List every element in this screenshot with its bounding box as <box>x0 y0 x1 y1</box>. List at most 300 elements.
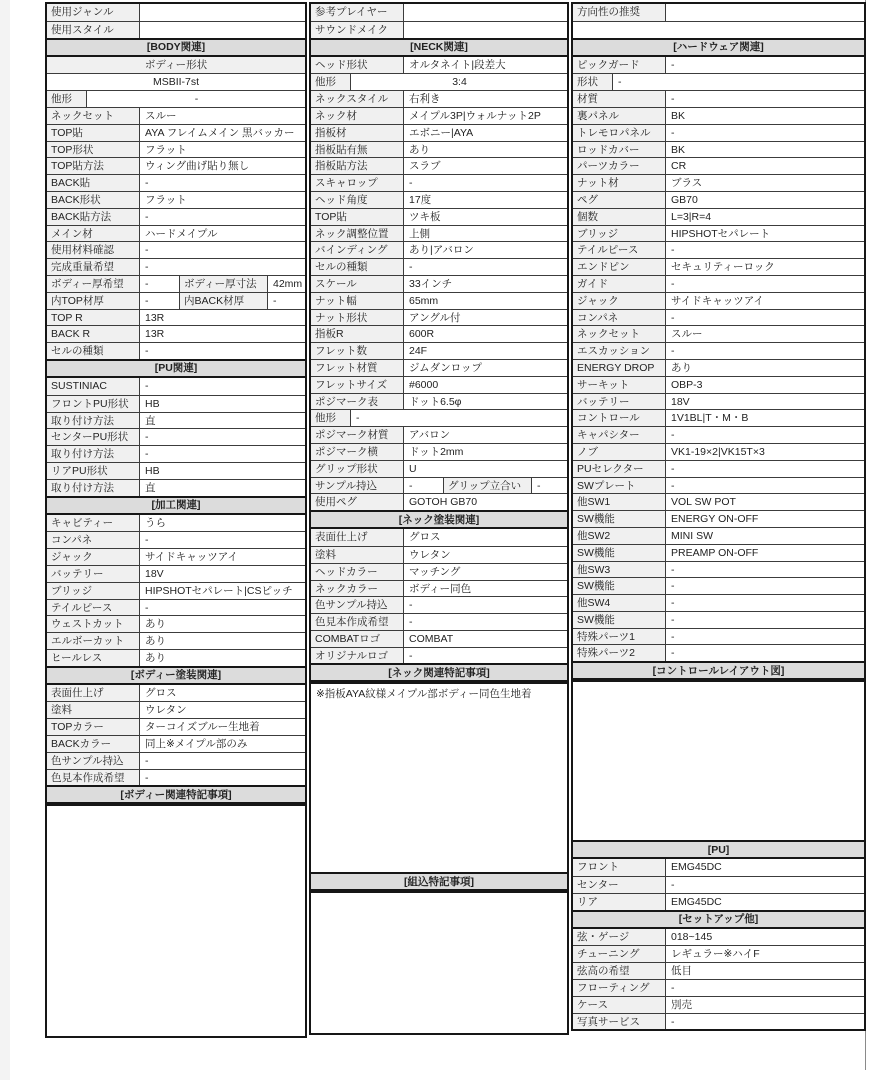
spec-label: ガイド <box>573 276 666 292</box>
spec-value: ツキ板 <box>404 209 567 225</box>
spec-value: - <box>613 74 864 90</box>
spec-label: BACK貼 <box>47 175 140 191</box>
spec-value <box>140 22 305 38</box>
spec-value: 13R <box>140 310 305 326</box>
spec-label: センター <box>573 877 666 893</box>
spec-label: トレモロパネル <box>573 125 666 141</box>
spec-row <box>311 546 567 563</box>
spec-value: 42mm <box>268 276 305 292</box>
spec-label: 方向性の推奨 <box>573 4 666 21</box>
spec-label: TOP貼 <box>311 209 404 225</box>
spec-row <box>573 174 864 191</box>
section-header: [ボディー塗装関連] <box>47 666 305 685</box>
spec-label: 写真サービス <box>573 1014 666 1030</box>
spec-label: ピックガード <box>573 57 666 74</box>
spec-label: COMBATロゴ <box>311 631 404 647</box>
spec-row <box>573 1013 864 1030</box>
spec-label: BACK R <box>47 326 140 342</box>
spec-row <box>573 208 864 225</box>
spec-value: ENERGY ON-OFF <box>666 511 864 527</box>
spec-row <box>311 493 567 510</box>
spec-value: アングル付 <box>404 310 567 326</box>
spec-label: 他SW1 <box>573 494 666 510</box>
spec-row-subfield <box>47 90 305 107</box>
spec-label: フレット材質 <box>311 360 404 376</box>
spec-row <box>311 393 567 410</box>
spec-row <box>47 325 305 342</box>
spec-value: - <box>666 57 864 74</box>
spec-value: あり|アバロン <box>404 242 567 258</box>
spec-label: 個数 <box>573 209 666 225</box>
spec-value: 65mm <box>404 293 567 309</box>
spec-row <box>47 21 305 38</box>
spec-value: COMBAT <box>404 631 567 647</box>
spec-label: 他形 <box>311 410 351 426</box>
spec-value: あり <box>404 142 567 158</box>
spec-row <box>47 615 305 632</box>
spec-label: ボディー厚寸法 <box>180 276 268 292</box>
spec-row <box>573 996 864 1013</box>
spec-row <box>47 685 305 702</box>
spec-value: - <box>666 427 864 443</box>
spec-label: ブリッジ <box>47 583 140 599</box>
spec-row <box>311 141 567 158</box>
spec-row <box>311 208 567 225</box>
section-header: [PU関連] <box>47 359 305 378</box>
spec-row <box>573 107 864 124</box>
spec-label: SW機能 <box>573 511 666 527</box>
spec-label: スケール <box>311 276 404 292</box>
spec-value: - <box>140 293 180 309</box>
spec-label: エルボーカット <box>47 633 140 649</box>
spec-label: SW機能 <box>573 612 666 628</box>
spec-row <box>573 893 864 910</box>
spec-label: テイルピース <box>573 242 666 258</box>
section-header: [ハードウェア関連] <box>573 38 864 57</box>
spec-value: - <box>140 259 305 275</box>
spec-label: キャパシター <box>573 427 666 443</box>
spec-row <box>573 945 864 962</box>
spec-value: - <box>666 276 864 292</box>
spec-value: ウレタン <box>140 702 305 718</box>
spec-label: セルの種類 <box>311 259 404 275</box>
section-header: [ネック塗装関連] <box>311 510 567 529</box>
spec-row <box>573 325 864 342</box>
spec-row <box>47 462 305 479</box>
spec-label: TOP形状 <box>47 142 140 158</box>
spec-value: - <box>140 600 305 616</box>
spec-row <box>573 342 864 359</box>
spec-label: リアPU形状 <box>47 463 140 479</box>
spec-row <box>573 628 864 645</box>
spec-label: ジャック <box>47 549 140 565</box>
spec-value: 1V1BL|T・M・B <box>666 410 864 426</box>
spec-row <box>311 647 567 664</box>
spec-row <box>47 548 305 565</box>
spec-row <box>311 630 567 647</box>
spec-label: 特殊パーツ1 <box>573 629 666 645</box>
spec-label: ヘッドカラー <box>311 564 404 580</box>
spec-value: 直 <box>140 413 305 429</box>
spec-value: 別売 <box>666 997 864 1013</box>
empty-row <box>573 21 864 38</box>
spec-row <box>573 929 864 946</box>
spec-label: ネックセット <box>47 108 140 124</box>
spec-value: - <box>268 293 305 309</box>
spec-fullwidth-text: MSBII-7st <box>152 76 200 89</box>
spec-row <box>47 735 305 752</box>
spec-row <box>47 309 305 326</box>
spec-label: 他形 <box>311 74 351 90</box>
spec-value: 600R <box>404 326 567 342</box>
spec-row <box>311 191 567 208</box>
spec-label: スキャロップ <box>311 175 404 191</box>
spec-label: ケース <box>573 997 666 1013</box>
spec-row <box>47 378 305 395</box>
spec-row <box>573 544 864 561</box>
spec-row <box>47 241 305 258</box>
hardware-column <box>571 2 866 1031</box>
spec-value: レギュラー※ハイF <box>666 946 864 962</box>
spec-row <box>311 225 567 242</box>
spec-row <box>573 561 864 578</box>
spec-label: ヘッド形状 <box>311 57 404 74</box>
spec-label: 使用スタイル <box>47 22 140 38</box>
spec-value: サイドキャッツアイ <box>666 293 864 309</box>
spec-row <box>573 393 864 410</box>
spec-row <box>47 4 305 21</box>
spec-row <box>311 157 567 174</box>
spec-value: - <box>666 562 864 578</box>
spec-value: あり <box>140 633 305 649</box>
spec-row <box>47 515 305 532</box>
spec-label: 色サンプル持込 <box>47 753 140 769</box>
spec-value: あり <box>140 616 305 632</box>
spec-row <box>573 292 864 309</box>
spec-row <box>573 426 864 443</box>
spec-value: - <box>140 753 305 769</box>
spec-row <box>311 376 567 393</box>
spec-label: グリップ形状 <box>311 461 404 477</box>
spec-value: HIPSHOTセパレート <box>666 226 864 242</box>
spec-row <box>573 359 864 376</box>
spec-row <box>573 527 864 544</box>
spec-row <box>573 225 864 242</box>
spec-row <box>311 275 567 292</box>
spec-row <box>311 529 567 546</box>
spec-row <box>311 292 567 309</box>
spec-label: ノブ <box>573 444 666 460</box>
spec-value: 018~145 <box>666 929 864 946</box>
spec-label: 他SW2 <box>573 528 666 544</box>
spec-row <box>47 174 305 191</box>
spec-value: AYA フレイムメイン 黒バッカー <box>140 125 305 141</box>
spec-row <box>311 309 567 326</box>
spec-value: ドット2mm <box>404 444 567 460</box>
spec-value: 上側 <box>404 226 567 242</box>
spec-label: 塗料 <box>311 547 404 563</box>
spec-value: ジムダンロップ <box>404 360 567 376</box>
spec-label: ネックスタイル <box>311 91 404 107</box>
spec-row <box>573 644 864 661</box>
spec-label: オリジナルロゴ <box>311 648 404 664</box>
spec-row <box>47 531 305 548</box>
spec-row <box>47 342 305 359</box>
spec-value: 33インチ <box>404 276 567 292</box>
spec-row <box>573 275 864 292</box>
spec-row <box>47 191 305 208</box>
spec-row <box>47 395 305 412</box>
spec-label: 弦・ゲージ <box>573 929 666 946</box>
spec-label: 色見本作成希望 <box>311 614 404 630</box>
spec-row <box>573 577 864 594</box>
spec-label: SW機能 <box>573 578 666 594</box>
spec-row <box>47 225 305 242</box>
spec-value: - <box>666 242 864 258</box>
spec-value: BK <box>666 108 864 124</box>
spec-label: 使用材料確認 <box>47 242 140 258</box>
spec-label: 塗料 <box>47 702 140 718</box>
spec-label: エンドピン <box>573 259 666 275</box>
spec-row <box>311 596 567 613</box>
spec-value: - <box>140 446 305 462</box>
spec-value: - <box>666 1014 864 1030</box>
spec-row <box>573 258 864 275</box>
spec-label: フロントPU形状 <box>47 396 140 412</box>
spec-label: テイルピース <box>47 600 140 616</box>
spec-row <box>47 582 305 599</box>
spec-label: ポジマーク材質 <box>311 427 404 443</box>
spec-value: グロス <box>404 529 567 546</box>
spec-label: BACK形状 <box>47 192 140 208</box>
spec-value: 24F <box>404 343 567 359</box>
spec-value: 同上※メイプル部のみ <box>140 736 305 752</box>
spec-row <box>573 124 864 141</box>
spec-value: 18V <box>140 566 305 582</box>
spec-value: GB70 <box>666 192 864 208</box>
spec-value: マッチング <box>404 564 567 580</box>
spec-label: 完成重量希望 <box>47 259 140 275</box>
spec-row <box>311 107 567 124</box>
spec-row <box>311 124 567 141</box>
spec-value: ウレタン <box>404 547 567 563</box>
spec-row <box>311 359 567 376</box>
spec-value: ハードメイプル <box>140 226 305 242</box>
notes-box: ※指板AYA紋様メイプル部ボディー同色生地着 <box>311 682 567 872</box>
section-header: [BODY関連] <box>47 38 305 57</box>
spec-value: 低目 <box>666 963 864 979</box>
spec-row <box>47 124 305 141</box>
spec-row-double <box>47 292 305 309</box>
spec-row <box>573 376 864 393</box>
spec-value: 右利き <box>404 91 567 107</box>
spec-value: - <box>87 91 305 107</box>
spec-value: #6000 <box>404 377 567 393</box>
spec-value: グロス <box>140 685 305 702</box>
spec-label: ネック材 <box>311 108 404 124</box>
section-header: [ネック関連特記事項] <box>311 663 567 682</box>
spec-row <box>573 460 864 477</box>
spec-row <box>573 57 864 74</box>
spec-row <box>47 157 305 174</box>
spec-label: 他SW3 <box>573 562 666 578</box>
spec-value: フラット <box>140 142 305 158</box>
spec-row <box>47 599 305 616</box>
spec-value: BK <box>666 142 864 158</box>
spec-row <box>47 141 305 158</box>
spec-label: ウェストカット <box>47 616 140 632</box>
spec-label: 指板貼有無 <box>311 142 404 158</box>
spec-row <box>47 718 305 735</box>
spec-label: バインディング <box>311 242 404 258</box>
spec-value: 3:4 <box>351 74 567 90</box>
section-header: [コントロールレイアウト図] <box>573 661 864 680</box>
spec-value: - <box>666 980 864 996</box>
spec-label: 形状 <box>573 74 613 90</box>
spec-value: - <box>532 478 567 494</box>
spec-value: - <box>404 597 567 613</box>
spec-value: - <box>666 125 864 141</box>
spec-label: TOPカラー <box>47 719 140 735</box>
spec-value <box>404 22 567 38</box>
spec-row <box>311 90 567 107</box>
spec-row <box>573 493 864 510</box>
spec-value: L=3|R=4 <box>666 209 864 225</box>
spec-row <box>311 241 567 258</box>
spec-value: - <box>666 645 864 661</box>
spec-value: - <box>140 770 305 786</box>
spec-row-subfield <box>311 73 567 90</box>
spec-row <box>573 859 864 876</box>
spec-value: ボディー同色 <box>404 581 567 597</box>
spec-value: オルタネイト|段差大 <box>404 57 567 74</box>
spec-row <box>47 258 305 275</box>
spec-fullwidth-row <box>47 57 305 74</box>
spec-row <box>573 443 864 460</box>
spec-row-double <box>311 477 567 494</box>
spec-label: 取り付け方法 <box>47 446 140 462</box>
spec-label: コンパネ <box>47 532 140 548</box>
spec-label: エスカッション <box>573 343 666 359</box>
spec-row-double <box>47 275 305 292</box>
spec-value: セキュリティーロック <box>666 259 864 275</box>
spec-value: 直 <box>140 480 305 496</box>
spec-label: 参考プレイヤー <box>311 4 404 21</box>
spec-label: SW機能 <box>573 545 666 561</box>
page-left-edge-shade <box>0 0 10 1080</box>
spec-value <box>140 4 305 21</box>
spec-value: あり <box>140 650 305 666</box>
spec-row <box>573 876 864 893</box>
spec-label: ネックセット <box>573 326 666 342</box>
spec-row <box>311 580 567 597</box>
spec-value: スラブ <box>404 158 567 174</box>
spec-label: 他SW4 <box>573 595 666 611</box>
spec-row <box>47 107 305 124</box>
spec-label: 使用ジャンル <box>47 4 140 21</box>
spec-row <box>573 409 864 426</box>
spec-row <box>47 479 305 496</box>
spec-value: - <box>404 259 567 275</box>
spec-label: 特殊パーツ2 <box>573 645 666 661</box>
spec-row <box>573 594 864 611</box>
spec-value: HIPSHOTセパレート|CSピッチ <box>140 583 305 599</box>
spec-label: バッテリー <box>47 566 140 582</box>
spec-row <box>47 428 305 445</box>
spec-value: CR <box>666 158 864 174</box>
spec-value: - <box>140 209 305 225</box>
spec-row <box>311 325 567 342</box>
spec-label: 裏パネル <box>573 108 666 124</box>
spec-fullwidth-text: ボディー形状 <box>144 58 208 71</box>
spec-value: - <box>666 310 864 326</box>
spec-row <box>573 611 864 628</box>
spec-value: VK1-19×2|VK15T×3 <box>666 444 864 460</box>
spec-value: スルー <box>140 108 305 124</box>
spec-row <box>311 460 567 477</box>
spec-value: - <box>140 242 305 258</box>
spec-value: - <box>404 614 567 630</box>
section-header: [NECK関連] <box>311 38 567 57</box>
spec-value: あり <box>666 360 864 376</box>
spec-label: ヒールレス <box>47 650 140 666</box>
spec-row <box>47 412 305 429</box>
section-header: [PU] <box>573 840 864 859</box>
spec-label: サンプル持込 <box>311 478 404 494</box>
spec-label: セルの種類 <box>47 343 140 359</box>
spec-value: - <box>666 461 864 477</box>
spec-value: EMG45DC <box>666 859 864 876</box>
spec-row <box>573 979 864 996</box>
spec-label: 表面仕上げ <box>47 685 140 702</box>
spec-value: - <box>666 91 864 107</box>
spec-row <box>311 21 567 38</box>
spec-row <box>573 309 864 326</box>
spec-value: ターコイズブルー生地着 <box>140 719 305 735</box>
spec-row <box>311 258 567 275</box>
spec-label: フローティング <box>573 980 666 996</box>
section-header: [加工関連] <box>47 496 305 515</box>
spec-label: 色見本作成希望 <box>47 770 140 786</box>
spec-row <box>47 701 305 718</box>
spec-label: 指板貼方法 <box>311 158 404 174</box>
section-header: [セットアップ他] <box>573 910 864 929</box>
spec-label: SWプレート <box>573 478 666 494</box>
spec-label: TOP R <box>47 310 140 326</box>
spec-value: GOTOH GB70 <box>404 494 567 510</box>
spec-row <box>573 477 864 494</box>
spec-label: ENERGY DROP <box>573 360 666 376</box>
spec-label: キャビティー <box>47 515 140 532</box>
spec-value: ドット6.5φ <box>404 394 567 410</box>
spec-value: - <box>404 648 567 664</box>
spec-label: サウンドメイク <box>311 22 404 38</box>
spec-label: ポジマーク横 <box>311 444 404 460</box>
spec-label: グリップ立合い <box>444 478 532 494</box>
spec-value: サイドキャッツアイ <box>140 549 305 565</box>
spec-row <box>573 4 864 21</box>
spec-label: メイン材 <box>47 226 140 242</box>
spec-row <box>573 90 864 107</box>
spec-row <box>311 57 567 74</box>
spec-row <box>573 962 864 979</box>
spec-label: コンパネ <box>573 310 666 326</box>
spec-label: 指板材 <box>311 125 404 141</box>
spec-value: 13R <box>140 326 305 342</box>
spec-row <box>573 157 864 174</box>
spec-label: 他形 <box>47 91 87 107</box>
spec-label: TOP貼 <box>47 125 140 141</box>
